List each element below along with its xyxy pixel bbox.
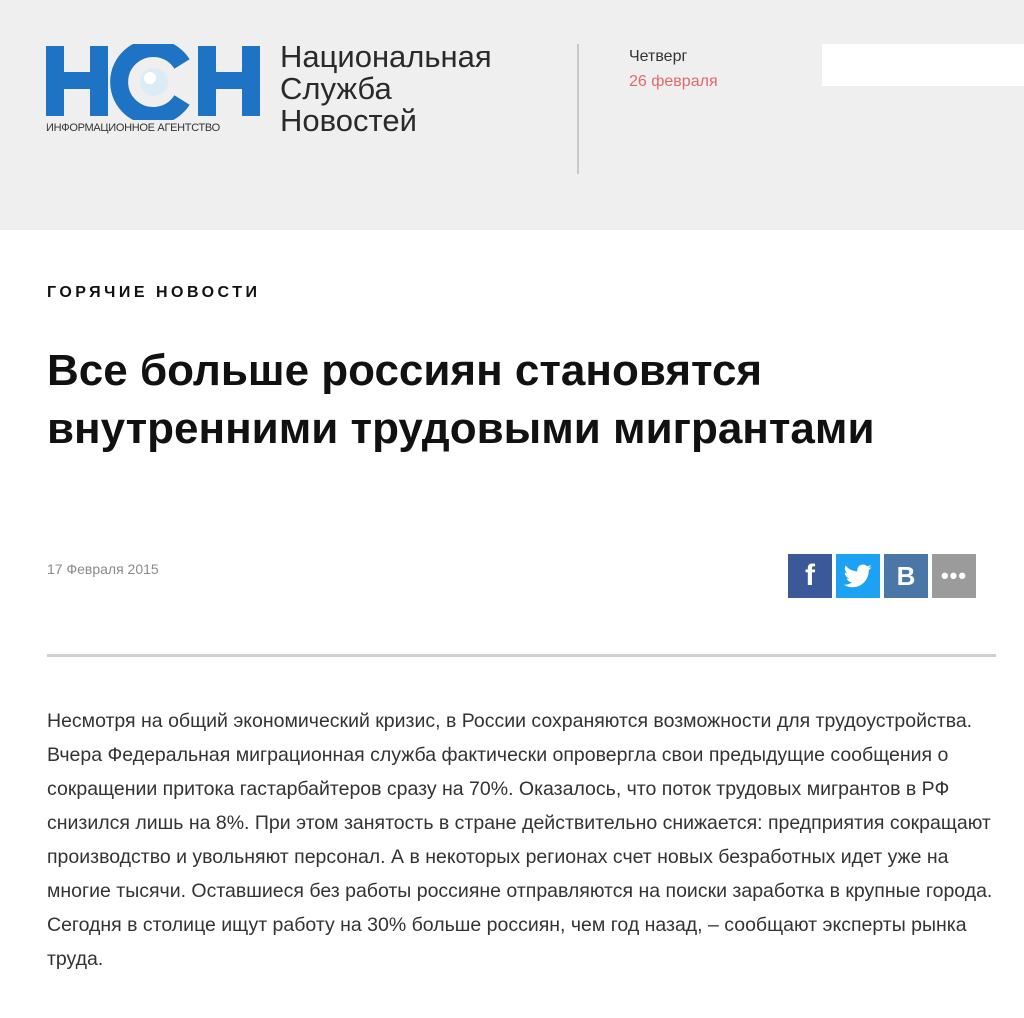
site-name-line-1: Национальная <box>280 39 492 74</box>
current-date: 26 февраля <box>629 73 718 90</box>
site-name[interactable] <box>280 41 492 137</box>
logo-mark-icon <box>46 44 262 120</box>
current-day: Четверг <box>629 48 688 65</box>
share-more-button[interactable] <box>932 554 976 598</box>
site-header <box>0 0 1024 230</box>
site-name-line-3: Новостей <box>280 103 417 138</box>
article-body: Несмотря на общий экономический кризис, в России сохраняются возможности для трудоустройства. Вчера Федеральная миграционная служба фактически опровергла свои предыдущие сообщения о сокращении притока гастарбайтеров сразу на 70%. Оказалось, что поток трудовых мигрантов в РФ снизился лишь на 8%. При этом занятость в стране действительно снижается: предприятия сокращают производство и увольняют персонал. А в некоторых регионах счет новых безработных идет уже на многие тысячи. Оставшиеся без работы россияне отправляются на поиски заработка в крупные города. Сегодня в столице ищут работу на 30% больше россиян, чем год назад, – сообщают эксперты рынка труда. <box>47 710 993 970</box>
twitter-icon <box>844 564 872 588</box>
search-input[interactable] <box>822 44 1024 86</box>
article-date: 17 Февраля 2015 <box>47 561 159 577</box>
vk-icon: B <box>896 560 916 591</box>
share-buttons <box>788 554 976 598</box>
article-title: Все больше россиян становятся внутренними трудовыми мигрантами <box>47 346 875 453</box>
more-icon: ••• <box>940 563 968 588</box>
header-divider <box>577 44 579 174</box>
share-twitter-button[interactable] <box>836 554 880 598</box>
content-divider <box>47 654 996 657</box>
share-vk-button[interactable] <box>884 554 928 598</box>
site-name-line-2: Служба <box>280 71 392 106</box>
nsn-logo[interactable] <box>46 44 262 140</box>
facebook-icon: f <box>805 559 815 592</box>
share-facebook-button[interactable] <box>788 554 832 598</box>
section-label[interactable]: ГОРЯЧИЕ НОВОСТИ <box>47 284 261 301</box>
logo-tagline: ИНФОРМАЦИОННОЕ АГЕНТСТВО <box>46 122 220 134</box>
